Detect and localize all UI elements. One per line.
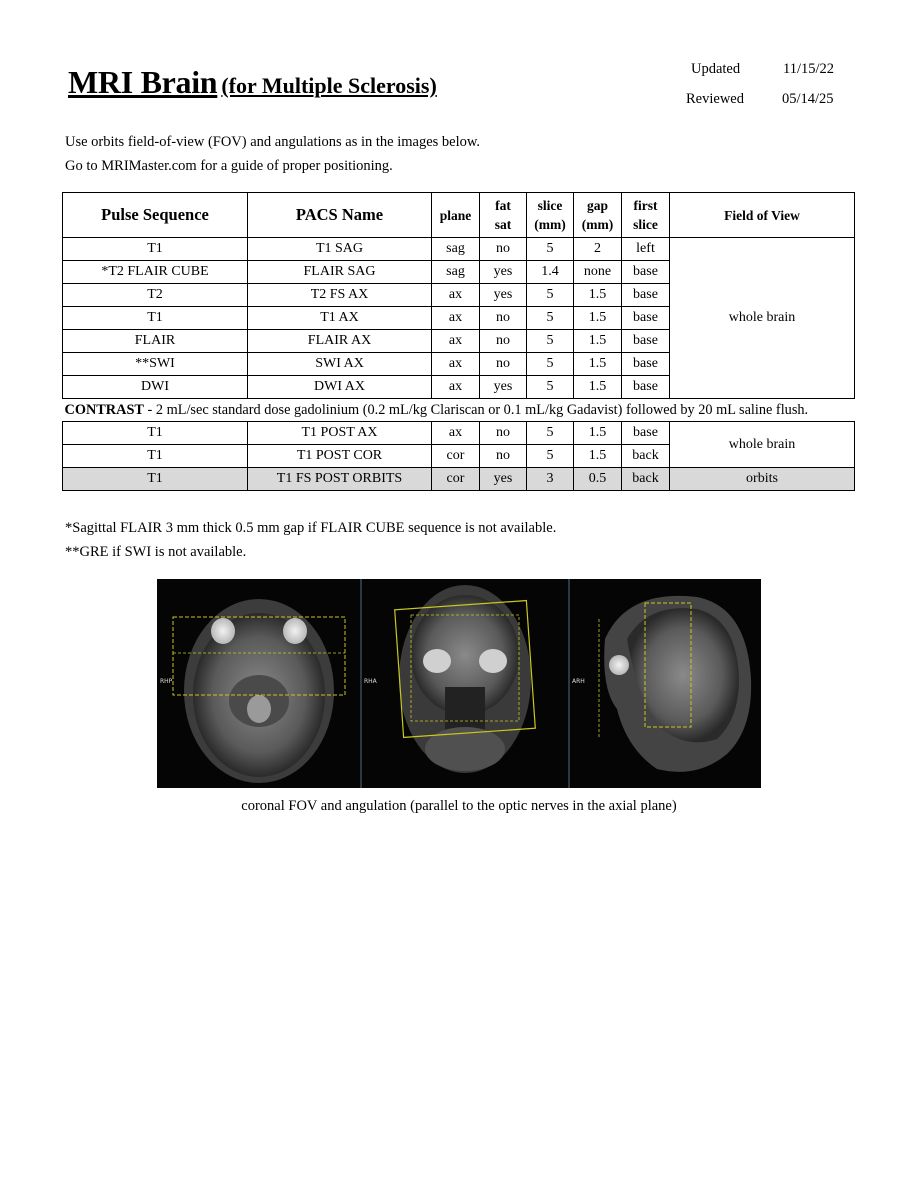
header-fat-sat bbox=[480, 193, 527, 238]
cell-plane: ax bbox=[432, 353, 480, 376]
cell-pulse: T1 bbox=[63, 445, 248, 468]
reviewed-date: 05/14/25 bbox=[782, 91, 834, 107]
cell-fat-sat: no bbox=[480, 330, 527, 353]
cell-fov-whole-brain: whole brain bbox=[670, 238, 855, 399]
cell-slice: 5 bbox=[527, 353, 574, 376]
axial-orientation-label: RHP bbox=[160, 678, 173, 685]
header-first-slice bbox=[622, 193, 670, 238]
footnote-gre: **GRE if SWI is not available. bbox=[65, 544, 247, 560]
header-pulse-sequence: Pulse Sequence bbox=[63, 193, 248, 238]
cell-first-slice: base bbox=[622, 261, 670, 284]
header-slice-2: (mm) bbox=[534, 217, 566, 232]
cell-pacs: T1 POST AX bbox=[248, 422, 432, 445]
cell-gap: 0.5 bbox=[574, 468, 622, 491]
cell-fat-sat: no bbox=[480, 445, 527, 468]
cell-plane: ax bbox=[432, 307, 480, 330]
cell-plane: sag bbox=[432, 238, 480, 261]
cell-slice: 3 bbox=[527, 468, 574, 491]
sagittal-orientation-label: ARH bbox=[572, 678, 585, 685]
coronal-orientation-label: RHA bbox=[364, 678, 377, 685]
cell-fov-whole-brain-post: whole brain bbox=[670, 422, 855, 468]
cell-gap: 1.5 bbox=[574, 307, 622, 330]
cell-gap: 2 bbox=[574, 238, 622, 261]
cell-pacs: SWI AX bbox=[248, 353, 432, 376]
cell-slice: 5 bbox=[527, 376, 574, 399]
cell-pulse: T2 bbox=[63, 284, 248, 307]
cell-pulse: T1 bbox=[63, 468, 248, 491]
updated-date: 11/15/22 bbox=[783, 61, 835, 77]
cell-fat-sat: no bbox=[480, 353, 527, 376]
cell-slice: 5 bbox=[527, 330, 574, 353]
cell-pacs: T2 FS AX bbox=[248, 284, 432, 307]
header-fat-sat-1: fat bbox=[495, 198, 511, 213]
cell-first-slice: back bbox=[622, 445, 670, 468]
mri-planning-figure bbox=[157, 579, 761, 788]
cell-plane: cor bbox=[432, 468, 480, 491]
contrast-label: CONTRAST bbox=[64, 401, 144, 418]
header-first-slice-2: slice bbox=[633, 217, 658, 232]
contrast-note bbox=[63, 399, 855, 422]
cell-fat-sat: yes bbox=[480, 376, 527, 399]
contrast-text: - 2 mL/sec standard dose gadolinium (0.2 mL/kg Clariscan or 0.1 mL/kg Gadavist) followed by 20 mL saline flush. bbox=[143, 401, 809, 418]
cell-pulse: *T2 FLAIR CUBE bbox=[63, 261, 248, 284]
cell-fat-sat: yes bbox=[480, 468, 527, 491]
cell-first-slice: left bbox=[622, 238, 670, 261]
header-field-of-view: Field of View bbox=[670, 193, 855, 238]
cell-pacs: DWI AX bbox=[248, 376, 432, 399]
header-slice-1: slice bbox=[537, 198, 563, 213]
cell-gap: 1.5 bbox=[574, 284, 622, 307]
cell-plane: ax bbox=[432, 284, 480, 307]
cell-first-slice: base bbox=[622, 422, 670, 445]
title-subtitle: (for Multiple Sclerosis) bbox=[221, 73, 437, 98]
cell-pacs: FLAIR AX bbox=[248, 330, 432, 353]
cell-pulse: FLAIR bbox=[63, 330, 248, 353]
cell-pacs: T1 AX bbox=[248, 307, 432, 330]
cell-pulse: T1 bbox=[63, 422, 248, 445]
cell-pulse: T1 bbox=[63, 238, 248, 261]
cell-first-slice: base bbox=[622, 376, 670, 399]
updated-label: Updated bbox=[691, 61, 741, 77]
cell-plane: ax bbox=[432, 330, 480, 353]
contrast-row bbox=[63, 399, 855, 422]
cell-pacs: T1 POST COR bbox=[248, 445, 432, 468]
cell-pulse: **SWI bbox=[63, 353, 248, 376]
cell-slice: 5 bbox=[527, 238, 574, 261]
header-pacs-name: PACS Name bbox=[248, 193, 432, 238]
cell-plane: ax bbox=[432, 376, 480, 399]
cell-first-slice: base bbox=[622, 307, 670, 330]
cell-fov-orbits: orbits bbox=[670, 468, 855, 491]
cell-gap: 1.5 bbox=[574, 330, 622, 353]
cell-slice: 5 bbox=[527, 284, 574, 307]
cell-slice: 1.4 bbox=[527, 261, 574, 284]
header-fat-sat-2: sat bbox=[494, 217, 512, 232]
cell-fat-sat: yes bbox=[480, 284, 527, 307]
cell-gap: 1.5 bbox=[574, 353, 622, 376]
cell-fat-sat: no bbox=[480, 238, 527, 261]
mri-planning-images bbox=[157, 579, 761, 788]
cell-gap: 1.5 bbox=[574, 376, 622, 399]
cell-plane: ax bbox=[432, 422, 480, 445]
cell-first-slice: base bbox=[622, 353, 670, 376]
cell-gap: 1.5 bbox=[574, 422, 622, 445]
cell-gap: none bbox=[574, 261, 622, 284]
cell-slice: 5 bbox=[527, 445, 574, 468]
cell-plane: sag bbox=[432, 261, 480, 284]
cell-pacs: T1 SAG bbox=[248, 238, 432, 261]
figure-caption: coronal FOV and angulation (parallel to the optic nerves in the axial plane) bbox=[241, 798, 677, 814]
intro-line-2: Go to MRIMaster.com for a guide of proper positioning. bbox=[65, 158, 393, 174]
cell-first-slice: back bbox=[622, 468, 670, 491]
cell-fat-sat: no bbox=[480, 422, 527, 445]
table-row-orbits bbox=[63, 468, 855, 491]
intro-line-1: Use orbits field-of-view (FOV) and angulations as in the images below. bbox=[65, 134, 481, 150]
protocol-table bbox=[62, 192, 855, 491]
reviewed-label: Reviewed bbox=[686, 91, 744, 107]
cell-fat-sat: yes bbox=[480, 261, 527, 284]
title-main: MRI Brain bbox=[68, 64, 218, 100]
cell-pacs: T1 FS POST ORBITS bbox=[248, 468, 432, 491]
cell-first-slice: base bbox=[622, 330, 670, 353]
cell-slice: 5 bbox=[527, 307, 574, 330]
cell-pulse: DWI bbox=[63, 376, 248, 399]
header-plane: plane bbox=[432, 193, 480, 238]
header-slice bbox=[527, 193, 574, 238]
table-row bbox=[63, 422, 855, 445]
cell-plane: cor bbox=[432, 445, 480, 468]
header-first-slice-1: first bbox=[633, 198, 658, 213]
cell-slice: 5 bbox=[527, 422, 574, 445]
cell-pacs: FLAIR SAG bbox=[248, 261, 432, 284]
header-gap-2: (mm) bbox=[581, 217, 614, 232]
header-gap-1: gap bbox=[586, 198, 608, 213]
table-row bbox=[63, 238, 855, 261]
cell-pulse: T1 bbox=[63, 307, 248, 330]
page-title bbox=[68, 64, 437, 101]
footnote-flair: *Sagittal FLAIR 3 mm thick 0.5 mm gap if FLAIR CUBE sequence is not available. bbox=[65, 520, 557, 536]
table-header-row bbox=[63, 193, 855, 238]
cell-gap: 1.5 bbox=[574, 445, 622, 468]
cell-fat-sat: no bbox=[480, 307, 527, 330]
cell-first-slice: base bbox=[622, 284, 670, 307]
header-gap bbox=[574, 193, 622, 238]
